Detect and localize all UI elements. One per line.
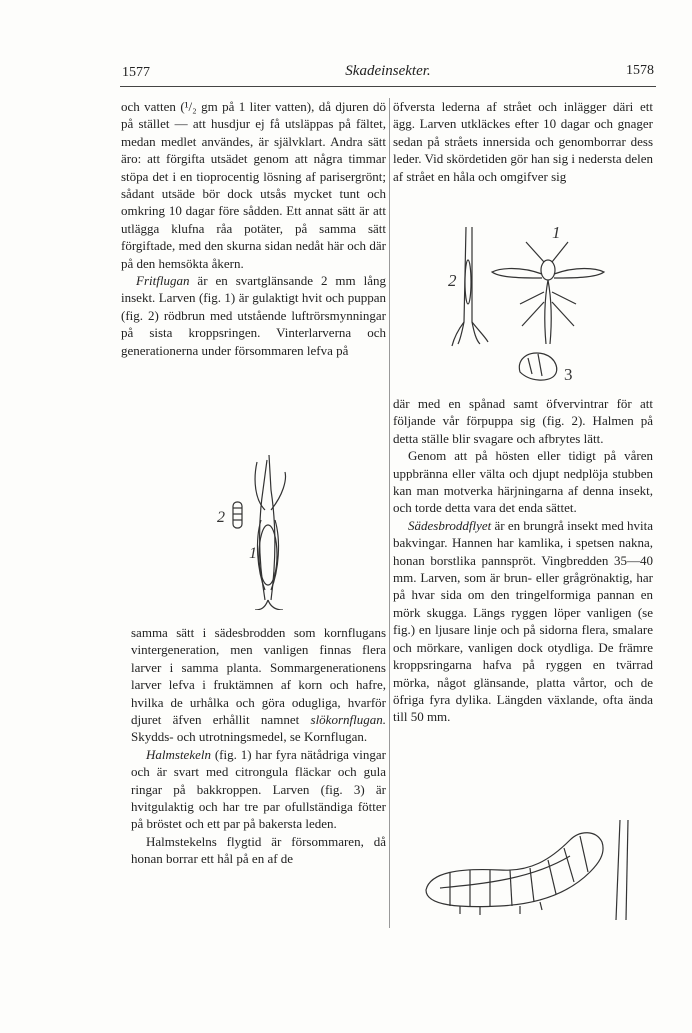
running-title: Skadeinsekter. <box>345 63 431 79</box>
column-left-bottom <box>131 624 386 868</box>
fritfly-illustration <box>205 450 315 610</box>
fig-label-1: 1 <box>249 545 257 562</box>
fig-label-3: 3 <box>564 365 573 384</box>
header-rule <box>120 86 656 87</box>
paragraph: där med en spånad samt öfvervintrar för att följande vår förpuppa sig (fig. 2). Halmen på detta ställe blir svagare och afbrytes lätt. <box>393 396 653 446</box>
figure-cutworm-larva <box>420 820 640 920</box>
column-right-bottom <box>393 395 653 726</box>
column-divider <box>389 98 390 928</box>
paragraph <box>131 746 386 833</box>
paragraph: Halmstekelns flygtid är försommaren, då honan borrar ett hål på en af de <box>131 833 386 867</box>
fig-label-2: 2 <box>217 509 225 526</box>
paragraph: och vatten (¹/₂ gm på 1 liter vatten), då djuren dö på stället — att husdjur ej få utsläppas på fältet, medan medlet användes, är självklart. Andra sätt äro: att förgifta utsädet genom att några timmar stöpa det i en tioprocentig lösning af parisergrönt; sådant utsäde bör dock utsås mycket tunt och omkring 10 dagar före sådden. Ett annat sätt är att utlägga klufna råa potäter, på samma sätt förgiftade, med den skurna sidan nedåt här och där på den hemsökta åkern. <box>121 99 386 271</box>
figure-stem-sawfly <box>440 222 620 392</box>
paragraph-text: Skydds- och utrotningsmedel, se Kornflugan. <box>131 729 368 745</box>
figure-fritfly-larva <box>205 450 315 610</box>
page-number-right: 1578 <box>626 63 654 78</box>
cutworm-illustration <box>420 820 640 920</box>
term-fritflugan: Fritflugan <box>136 273 190 289</box>
sawfly-illustration <box>440 222 620 392</box>
paragraph-text: är en brungrå insekt med hvita bakvingar. Hannen har kamlika, i spetsen nakna, honan borstlika pannspröt. Vingbredden 35—40 mm. Larven, som är brun- eller grågrönaktig, har på hvar sida om den tringelformiga pannan en mörk skugga. Längs ryggen löper vanligen (se fig.) en ljusare linje och på sidorna flera, smalare och mörkare, vanligen dock otydliga. De främre kroppsringarna hafva på ryggen en tvärrad mörka, något glänsande, platta vårtor, och de öfriga fyra dylika. Längden växlande, ofta ända till 50 mm. <box>393 517 654 725</box>
column-right-top <box>393 98 653 185</box>
paragraph: öfversta lederna af strået och inlägger däri ett ägg. Larven utkläckes efter 10 dagar och gnager sedan på stråets innersida och genomborrar dess leder. Vid skördetiden gör han sig i nedersta delen af strået en håla och omgifver sig <box>393 99 653 184</box>
running-header <box>122 62 654 84</box>
term-slokornflugan: slökornflugan. <box>310 712 386 728</box>
paragraph-text: samma sätt i sädesbrodden som kornflugans vintergeneration, men vanligen finnas flera larver i samma planta. Sommargenerationens larver lefva i fruktämnen af korn och hafre, hvilka de urhålka och göra odugliga, hvarför djuret äfven erhållit namnet <box>131 625 386 728</box>
fig-label-1: 1 <box>552 223 561 242</box>
paragraph <box>393 517 653 726</box>
term-halmstekeln: Halmstekeln <box>146 746 211 762</box>
column-left-top <box>121 98 386 359</box>
term-sadesbroddflyet: Sädesbroddflyet <box>408 517 492 533</box>
paragraph <box>131 624 386 746</box>
paragraph-text: är en svartglänsande 2 mm lång insekt. Larven (fig. 1) är gulaktigt hvit och puppan (fig. 2) rödbrun med utstående luftrörsmynningar på sista kroppsringen. Vinterlarverna och generationerna under försommaren lefva på <box>121 273 386 358</box>
fig-label-2: 2 <box>448 271 457 290</box>
paragraph-text: (fig. 1) har fyra nätådriga vingar och är svart med citrongula fläckar och gula ringar på bakkroppen. Larven (fig. 3) är hvitgulaktig och har tre par ofullständiga fötter på bröstet och ett par på bakersta leden. <box>131 746 386 832</box>
page-number-left: 1577 <box>122 65 150 80</box>
paragraph: Genom att på hösten eller tidigt på våren uppbränna eller välta och djupt nedplöja stubben kan man motverka härjningarna af denna insekt, och torde detta vara det enda sättet. <box>393 448 653 516</box>
paragraph <box>121 272 386 359</box>
